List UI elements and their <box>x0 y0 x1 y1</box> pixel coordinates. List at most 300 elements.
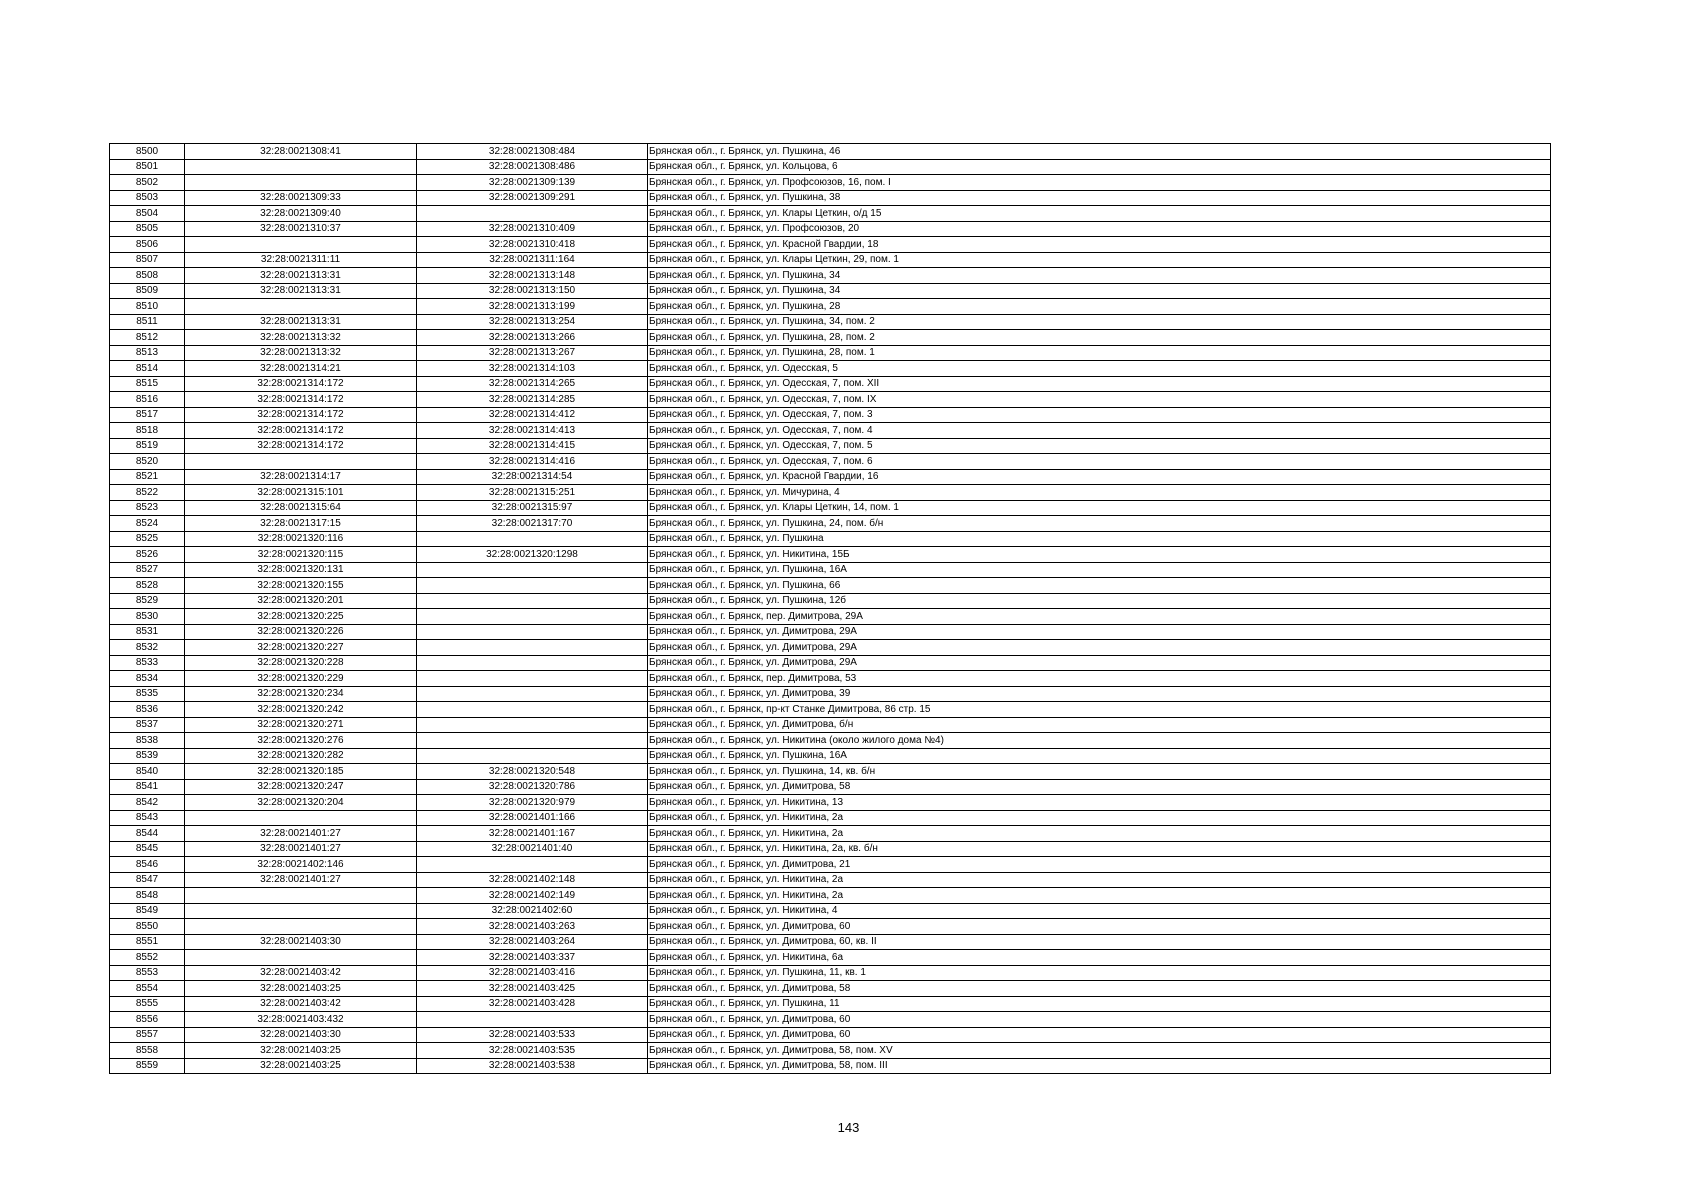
row-number: 8524 <box>110 516 185 532</box>
row-number: 8522 <box>110 485 185 501</box>
row-number: 8530 <box>110 609 185 625</box>
table-row <box>110 392 1551 408</box>
row-number: 8501 <box>110 159 185 175</box>
row-number: 8520 <box>110 454 185 470</box>
parcel-cadastral-number: 32:28:0021320:225 <box>185 609 417 625</box>
object-cadastral-number <box>417 686 648 702</box>
object-cadastral-number <box>417 531 648 547</box>
table-row <box>110 1058 1551 1074</box>
registry-table <box>109 143 1551 1074</box>
row-number: 8537 <box>110 717 185 733</box>
object-cadastral-number: 32:28:0021309:291 <box>417 190 648 206</box>
object-cadastral-number: 32:28:0021315:97 <box>417 500 648 516</box>
table-row <box>110 996 1551 1012</box>
parcel-cadastral-number <box>185 919 417 935</box>
parcel-cadastral-number: 32:28:0021314:172 <box>185 376 417 392</box>
parcel-cadastral-number: 32:28:0021403:432 <box>185 1012 417 1028</box>
parcel-cadastral-number: 32:28:0021403:25 <box>185 1043 417 1059</box>
object-cadastral-number: 32:28:0021403:538 <box>417 1058 648 1074</box>
row-number: 8504 <box>110 206 185 222</box>
parcel-cadastral-number: 32:28:0021313:32 <box>185 330 417 346</box>
table-row <box>110 671 1551 687</box>
object-cadastral-number: 32:28:0021311:164 <box>417 252 648 268</box>
address: Брянская обл., г. Брянск, ул. Пушкина, 34, пом. 2 <box>648 314 1551 330</box>
row-number: 8539 <box>110 748 185 764</box>
address: Брянская обл., г. Брянск, ул. Пушкина, 28, пом. 2 <box>648 330 1551 346</box>
row-number: 8551 <box>110 934 185 950</box>
object-cadastral-number <box>417 640 648 656</box>
object-cadastral-number: 32:28:0021314:412 <box>417 407 648 423</box>
parcel-cadastral-number: 32:28:0021315:64 <box>185 500 417 516</box>
object-cadastral-number: 32:28:0021313:148 <box>417 268 648 284</box>
parcel-cadastral-number: 32:28:0021314:172 <box>185 423 417 439</box>
row-number: 8538 <box>110 733 185 749</box>
row-number: 8555 <box>110 996 185 1012</box>
object-cadastral-number: 32:28:0021315:251 <box>417 485 648 501</box>
address: Брянская обл., г. Брянск, ул. Одесская, 7, пом. XII <box>648 376 1551 392</box>
table-row <box>110 144 1551 160</box>
object-cadastral-number: 32:28:0021402:148 <box>417 872 648 888</box>
address: Брянская обл., г. Брянск, ул. Димитрова, б/н <box>648 717 1551 733</box>
table-row <box>110 547 1551 563</box>
address: Брянская обл., г. Брянск, ул. Профсоюзов, 20 <box>648 221 1551 237</box>
object-cadastral-number <box>417 733 648 749</box>
object-cadastral-number: 32:28:0021309:139 <box>417 175 648 191</box>
address: Брянская обл., г. Брянск, ул. Пушкина, 11, кв. 1 <box>648 965 1551 981</box>
parcel-cadastral-number <box>185 950 417 966</box>
parcel-cadastral-number <box>185 810 417 826</box>
object-cadastral-number: 32:28:0021313:254 <box>417 314 648 330</box>
object-cadastral-number <box>417 578 648 594</box>
row-number: 8525 <box>110 531 185 547</box>
table-row <box>110 888 1551 904</box>
row-number: 8523 <box>110 500 185 516</box>
table-row <box>110 469 1551 485</box>
parcel-cadastral-number <box>185 159 417 175</box>
address: Брянская обл., г. Брянск, ул. Димитрова, 58, пом. XV <box>648 1043 1551 1059</box>
address: Брянская обл., г. Брянск, ул. Димитрова, 60 <box>648 1012 1551 1028</box>
address: Брянская обл., г. Брянск, ул. Пушкина, 34 <box>648 283 1551 299</box>
row-number: 8514 <box>110 361 185 377</box>
object-cadastral-number: 32:28:0021314:103 <box>417 361 648 377</box>
object-cadastral-number <box>417 206 648 222</box>
object-cadastral-number: 32:28:0021403:425 <box>417 981 648 997</box>
address: Брянская обл., г. Брянск, ул. Одесская, 5 <box>648 361 1551 377</box>
row-number: 8518 <box>110 423 185 439</box>
object-cadastral-number: 32:28:0021314:265 <box>417 376 648 392</box>
object-cadastral-number: 32:28:0021313:267 <box>417 345 648 361</box>
parcel-cadastral-number: 32:28:0021309:33 <box>185 190 417 206</box>
address: Брянская обл., г. Брянск, ул. Пушкина, 28 <box>648 299 1551 315</box>
table-row <box>110 624 1551 640</box>
address: Брянская обл., г. Брянск, ул. Никитина, 6а <box>648 950 1551 966</box>
parcel-cadastral-number: 32:28:0021320:234 <box>185 686 417 702</box>
object-cadastral-number: 32:28:0021308:484 <box>417 144 648 160</box>
parcel-cadastral-number: 32:28:0021320:204 <box>185 795 417 811</box>
parcel-cadastral-number: 32:28:0021320:276 <box>185 733 417 749</box>
address: Брянская обл., г. Брянск, ул. Пушкина, 16А <box>648 748 1551 764</box>
table-row <box>110 593 1551 609</box>
address: Брянская обл., г. Брянск, ул. Никитина, 4 <box>648 903 1551 919</box>
parcel-cadastral-number: 32:28:0021317:15 <box>185 516 417 532</box>
address: Брянская обл., г. Брянск, пер. Димитрова, 53 <box>648 671 1551 687</box>
table-row <box>110 841 1551 857</box>
parcel-cadastral-number: 32:28:0021320:116 <box>185 531 417 547</box>
row-number: 8517 <box>110 407 185 423</box>
table-row <box>110 764 1551 780</box>
object-cadastral-number: 32:28:0021320:548 <box>417 764 648 780</box>
address: Брянская обл., г. Брянск, пр-кт Станке Димитрова, 86 стр. 15 <box>648 702 1551 718</box>
address: Брянская обл., г. Брянск, ул. Кольцова, 6 <box>648 159 1551 175</box>
table-row <box>110 376 1551 392</box>
table-row <box>110 531 1551 547</box>
address: Брянская обл., г. Брянск, ул. Пушкина, 14, кв. б/н <box>648 764 1551 780</box>
object-cadastral-number: 32:28:0021308:486 <box>417 159 648 175</box>
object-cadastral-number <box>417 624 648 640</box>
object-cadastral-number <box>417 671 648 687</box>
object-cadastral-number: 32:28:0021403:535 <box>417 1043 648 1059</box>
address: Брянская обл., г. Брянск, ул. Одесская, 7, пом. 6 <box>648 454 1551 470</box>
parcel-cadastral-number: 32:28:0021320:131 <box>185 562 417 578</box>
object-cadastral-number: 32:28:0021310:409 <box>417 221 648 237</box>
parcel-cadastral-number: 32:28:0021314:21 <box>185 361 417 377</box>
table-row <box>110 810 1551 826</box>
object-cadastral-number: 32:28:0021403:264 <box>417 934 648 950</box>
row-number: 8546 <box>110 857 185 873</box>
table-row <box>110 221 1551 237</box>
address: Брянская обл., г. Брянск, ул. Пушкина, 11 <box>648 996 1551 1012</box>
parcel-cadastral-number: 32:28:0021320:247 <box>185 779 417 795</box>
table-row <box>110 686 1551 702</box>
address: Брянская обл., г. Брянск, ул. Пушкина, 24, пом. б/н <box>648 516 1551 532</box>
object-cadastral-number: 32:28:0021403:533 <box>417 1027 648 1043</box>
parcel-cadastral-number: 32:28:0021403:42 <box>185 996 417 1012</box>
page-number: 143 <box>837 1120 860 1135</box>
row-number: 8532 <box>110 640 185 656</box>
table-row <box>110 454 1551 470</box>
address: Брянская обл., г. Брянск, ул. Никитина (около жилого дома №4) <box>648 733 1551 749</box>
parcel-cadastral-number: 32:28:0021313:31 <box>185 314 417 330</box>
row-number: 8552 <box>110 950 185 966</box>
address: Брянская обл., г. Брянск, ул. Пушкина, 66 <box>648 578 1551 594</box>
parcel-cadastral-number: 32:28:0021310:37 <box>185 221 417 237</box>
row-number: 8542 <box>110 795 185 811</box>
table-row <box>110 562 1551 578</box>
table-row <box>110 252 1551 268</box>
table-row <box>110 1027 1551 1043</box>
table-row <box>110 299 1551 315</box>
object-cadastral-number: 32:28:0021313:266 <box>417 330 648 346</box>
parcel-cadastral-number: 32:28:0021320:227 <box>185 640 417 656</box>
table-row <box>110 330 1551 346</box>
table-row <box>110 903 1551 919</box>
row-number: 8500 <box>110 144 185 160</box>
table-row <box>110 965 1551 981</box>
address: Брянская обл., г. Брянск, ул. Никитина, 2а <box>648 810 1551 826</box>
table-row <box>110 206 1551 222</box>
row-number: 8521 <box>110 469 185 485</box>
address: Брянская обл., г. Брянск, ул. Клары Цеткин, о/д 15 <box>648 206 1551 222</box>
object-cadastral-number: 32:28:0021401:167 <box>417 826 648 842</box>
address: Брянская обл., г. Брянск, ул. Одесская, 7, пом. 5 <box>648 438 1551 454</box>
table-row <box>110 857 1551 873</box>
parcel-cadastral-number: 32:28:0021313:32 <box>185 345 417 361</box>
address: Брянская обл., г. Брянск, ул. Никитина, 2а <box>648 826 1551 842</box>
parcel-cadastral-number: 32:28:0021403:42 <box>185 965 417 981</box>
object-cadastral-number: 32:28:0021401:40 <box>417 841 648 857</box>
table-row <box>110 934 1551 950</box>
object-cadastral-number <box>417 593 648 609</box>
address: Брянская обл., г. Брянск, ул. Димитрова, 29А <box>648 624 1551 640</box>
row-number: 8509 <box>110 283 185 299</box>
row-number: 8531 <box>110 624 185 640</box>
address: Брянская обл., г. Брянск, ул. Димитрова, 60 <box>648 919 1551 935</box>
parcel-cadastral-number: 32:28:0021402:146 <box>185 857 417 873</box>
parcel-cadastral-number: 32:28:0021320:155 <box>185 578 417 594</box>
object-cadastral-number: 32:28:0021314:54 <box>417 469 648 485</box>
row-number: 8508 <box>110 268 185 284</box>
table-row <box>110 516 1551 532</box>
object-cadastral-number: 32:28:0021320:786 <box>417 779 648 795</box>
parcel-cadastral-number: 32:28:0021403:25 <box>185 1058 417 1074</box>
parcel-cadastral-number <box>185 237 417 253</box>
row-number: 8502 <box>110 175 185 191</box>
table-row <box>110 950 1551 966</box>
row-number: 8553 <box>110 965 185 981</box>
row-number: 8511 <box>110 314 185 330</box>
table-row <box>110 1012 1551 1028</box>
address: Брянская обл., г. Брянск, ул. Пушкина, 12б <box>648 593 1551 609</box>
address: Брянская обл., г. Брянск, ул. Никитина, 2а <box>648 872 1551 888</box>
parcel-cadastral-number: 32:28:0021320:201 <box>185 593 417 609</box>
parcel-cadastral-number: 32:28:0021320:229 <box>185 671 417 687</box>
parcel-cadastral-number: 32:28:0021313:31 <box>185 268 417 284</box>
object-cadastral-number: 32:28:0021403:263 <box>417 919 648 935</box>
address: Брянская обл., г. Брянск, ул. Никитина, 2а <box>648 888 1551 904</box>
object-cadastral-number: 32:28:0021320:1298 <box>417 547 648 563</box>
object-cadastral-number: 32:28:0021314:285 <box>417 392 648 408</box>
parcel-cadastral-number: 32:28:0021315:101 <box>185 485 417 501</box>
parcel-cadastral-number: 32:28:0021314:17 <box>185 469 417 485</box>
table-row <box>110 981 1551 997</box>
address: Брянская обл., г. Брянск, ул. Пушкина, 46 <box>648 144 1551 160</box>
parcel-cadastral-number: 32:28:0021320:115 <box>185 547 417 563</box>
table-row <box>110 872 1551 888</box>
parcel-cadastral-number: 32:28:0021314:172 <box>185 407 417 423</box>
parcel-cadastral-number: 32:28:0021320:185 <box>185 764 417 780</box>
address: Брянская обл., г. Брянск, ул. Никитина, 2а, кв. б/н <box>648 841 1551 857</box>
address: Брянская обл., г. Брянск, ул. Димитрова, 58 <box>648 779 1551 795</box>
row-number: 8519 <box>110 438 185 454</box>
address: Брянская обл., г. Брянск, ул. Димитрова, 58 <box>648 981 1551 997</box>
object-cadastral-number <box>417 562 648 578</box>
table-row <box>110 748 1551 764</box>
object-cadastral-number: 32:28:0021314:415 <box>417 438 648 454</box>
parcel-cadastral-number: 32:28:0021403:30 <box>185 934 417 950</box>
table-row <box>110 423 1551 439</box>
row-number: 8559 <box>110 1058 185 1074</box>
table-row <box>110 779 1551 795</box>
parcel-cadastral-number: 32:28:0021309:40 <box>185 206 417 222</box>
parcel-cadastral-number <box>185 454 417 470</box>
table-row <box>110 314 1551 330</box>
table-row <box>110 190 1551 206</box>
object-cadastral-number <box>417 748 648 764</box>
table-row <box>110 640 1551 656</box>
object-cadastral-number <box>417 1012 648 1028</box>
table-row <box>110 919 1551 935</box>
parcel-cadastral-number: 32:28:0021401:27 <box>185 872 417 888</box>
parcel-cadastral-number <box>185 888 417 904</box>
address: Брянская обл., г. Брянск, ул. Красной Гвардии, 16 <box>648 469 1551 485</box>
table-row <box>110 438 1551 454</box>
document-page <box>109 143 1550 1074</box>
address: Брянская обл., г. Брянск, пер. Димитрова, 29А <box>648 609 1551 625</box>
row-number: 8554 <box>110 981 185 997</box>
address: Брянская обл., г. Брянск, ул. Пушкина, 28, пом. 1 <box>648 345 1551 361</box>
address: Брянская обл., г. Брянск, ул. Мичурина, 4 <box>648 485 1551 501</box>
parcel-cadastral-number: 32:28:0021314:172 <box>185 438 417 454</box>
address: Брянская обл., г. Брянск, ул. Профсоюзов, 16, пом. I <box>648 175 1551 191</box>
table-row <box>110 500 1551 516</box>
address: Брянская обл., г. Брянск, ул. Пушкина, 38 <box>648 190 1551 206</box>
parcel-cadastral-number: 32:28:0021401:27 <box>185 826 417 842</box>
address: Брянская обл., г. Брянск, ул. Димитрова, 39 <box>648 686 1551 702</box>
address: Брянская обл., г. Брянск, ул. Клары Цеткин, 29, пом. 1 <box>648 252 1551 268</box>
object-cadastral-number: 32:28:0021313:199 <box>417 299 648 315</box>
parcel-cadastral-number: 32:28:0021313:31 <box>185 283 417 299</box>
parcel-cadastral-number: 32:28:0021311:11 <box>185 252 417 268</box>
row-number: 8550 <box>110 919 185 935</box>
object-cadastral-number <box>417 857 648 873</box>
row-number: 8543 <box>110 810 185 826</box>
row-number: 8535 <box>110 686 185 702</box>
parcel-cadastral-number: 32:28:0021320:226 <box>185 624 417 640</box>
row-number: 8513 <box>110 345 185 361</box>
address: Брянская обл., г. Брянск, ул. Димитрова, 60, кв. II <box>648 934 1551 950</box>
address: Брянская обл., г. Брянск, ул. Никитина, 13 <box>648 795 1551 811</box>
address: Брянская обл., г. Брянск, ул. Красной Гвардии, 18 <box>648 237 1551 253</box>
row-number: 8507 <box>110 252 185 268</box>
parcel-cadastral-number: 32:28:0021401:27 <box>185 841 417 857</box>
table-row <box>110 159 1551 175</box>
object-cadastral-number: 32:28:0021310:418 <box>417 237 648 253</box>
table-row <box>110 702 1551 718</box>
table-row <box>110 609 1551 625</box>
row-number: 8512 <box>110 330 185 346</box>
object-cadastral-number: 32:28:0021317:70 <box>417 516 648 532</box>
address: Брянская обл., г. Брянск, ул. Клары Цеткин, 14, пом. 1 <box>648 500 1551 516</box>
parcel-cadastral-number: 32:28:0021308:41 <box>185 144 417 160</box>
table-row <box>110 717 1551 733</box>
row-number: 8503 <box>110 190 185 206</box>
table-row <box>110 361 1551 377</box>
object-cadastral-number: 32:28:0021402:60 <box>417 903 648 919</box>
row-number: 8548 <box>110 888 185 904</box>
table-row <box>110 283 1551 299</box>
table-row <box>110 733 1551 749</box>
parcel-cadastral-number: 32:28:0021403:30 <box>185 1027 417 1043</box>
table-row <box>110 407 1551 423</box>
table-row <box>110 345 1551 361</box>
row-number: 8506 <box>110 237 185 253</box>
address: Брянская обл., г. Брянск, ул. Одесская, 7, пом. 4 <box>648 423 1551 439</box>
parcel-cadastral-number: 32:28:0021320:242 <box>185 702 417 718</box>
row-number: 8556 <box>110 1012 185 1028</box>
table-row <box>110 655 1551 671</box>
table-row <box>110 1043 1551 1059</box>
object-cadastral-number: 32:28:0021320:979 <box>417 795 648 811</box>
object-cadastral-number: 32:28:0021402:149 <box>417 888 648 904</box>
table-row <box>110 485 1551 501</box>
registry-table-body <box>110 144 1551 1074</box>
row-number: 8533 <box>110 655 185 671</box>
row-number: 8540 <box>110 764 185 780</box>
object-cadastral-number: 32:28:0021314:416 <box>417 454 648 470</box>
row-number: 8547 <box>110 872 185 888</box>
parcel-cadastral-number: 32:28:0021320:228 <box>185 655 417 671</box>
row-number: 8526 <box>110 547 185 563</box>
row-number: 8515 <box>110 376 185 392</box>
object-cadastral-number <box>417 609 648 625</box>
parcel-cadastral-number: 32:28:0021320:282 <box>185 748 417 764</box>
parcel-cadastral-number <box>185 903 417 919</box>
address: Брянская обл., г. Брянск, ул. Димитрова, 29А <box>648 640 1551 656</box>
row-number: 8544 <box>110 826 185 842</box>
row-number: 8516 <box>110 392 185 408</box>
row-number: 8536 <box>110 702 185 718</box>
table-row <box>110 268 1551 284</box>
table-row <box>110 237 1551 253</box>
table-row <box>110 826 1551 842</box>
address: Брянская обл., г. Брянск, ул. Одесская, 7, пом. 3 <box>648 407 1551 423</box>
row-number: 8528 <box>110 578 185 594</box>
parcel-cadastral-number: 32:28:0021320:271 <box>185 717 417 733</box>
address: Брянская обл., г. Брянск, ул. Димитрова, 29А <box>648 655 1551 671</box>
row-number: 8549 <box>110 903 185 919</box>
object-cadastral-number: 32:28:0021313:150 <box>417 283 648 299</box>
object-cadastral-number: 32:28:0021401:166 <box>417 810 648 826</box>
object-cadastral-number <box>417 655 648 671</box>
parcel-cadastral-number <box>185 299 417 315</box>
row-number: 8545 <box>110 841 185 857</box>
address: Брянская обл., г. Брянск, ул. Пушкина <box>648 531 1551 547</box>
object-cadastral-number: 32:28:0021403:337 <box>417 950 648 966</box>
address: Брянская обл., г. Брянск, ул. Димитрова, 60 <box>648 1027 1551 1043</box>
row-number: 8534 <box>110 671 185 687</box>
table-row <box>110 795 1551 811</box>
row-number: 8541 <box>110 779 185 795</box>
address: Брянская обл., г. Брянск, ул. Пушкина, 16А <box>648 562 1551 578</box>
parcel-cadastral-number <box>185 175 417 191</box>
address: Брянская обл., г. Брянск, ул. Никитина, 15Б <box>648 547 1551 563</box>
address: Брянская обл., г. Брянск, ул. Одесская, 7, пом. IX <box>648 392 1551 408</box>
object-cadastral-number: 32:28:0021314:413 <box>417 423 648 439</box>
table-row <box>110 578 1551 594</box>
row-number: 8510 <box>110 299 185 315</box>
object-cadastral-number: 32:28:0021403:428 <box>417 996 648 1012</box>
object-cadastral-number: 32:28:0021403:416 <box>417 965 648 981</box>
row-number: 8529 <box>110 593 185 609</box>
address: Брянская обл., г. Брянск, ул. Димитрова, 21 <box>648 857 1551 873</box>
object-cadastral-number <box>417 702 648 718</box>
parcel-cadastral-number: 32:28:0021403:25 <box>185 981 417 997</box>
row-number: 8558 <box>110 1043 185 1059</box>
object-cadastral-number <box>417 717 648 733</box>
table-row <box>110 175 1551 191</box>
row-number: 8557 <box>110 1027 185 1043</box>
address: Брянская обл., г. Брянск, ул. Пушкина, 34 <box>648 268 1551 284</box>
